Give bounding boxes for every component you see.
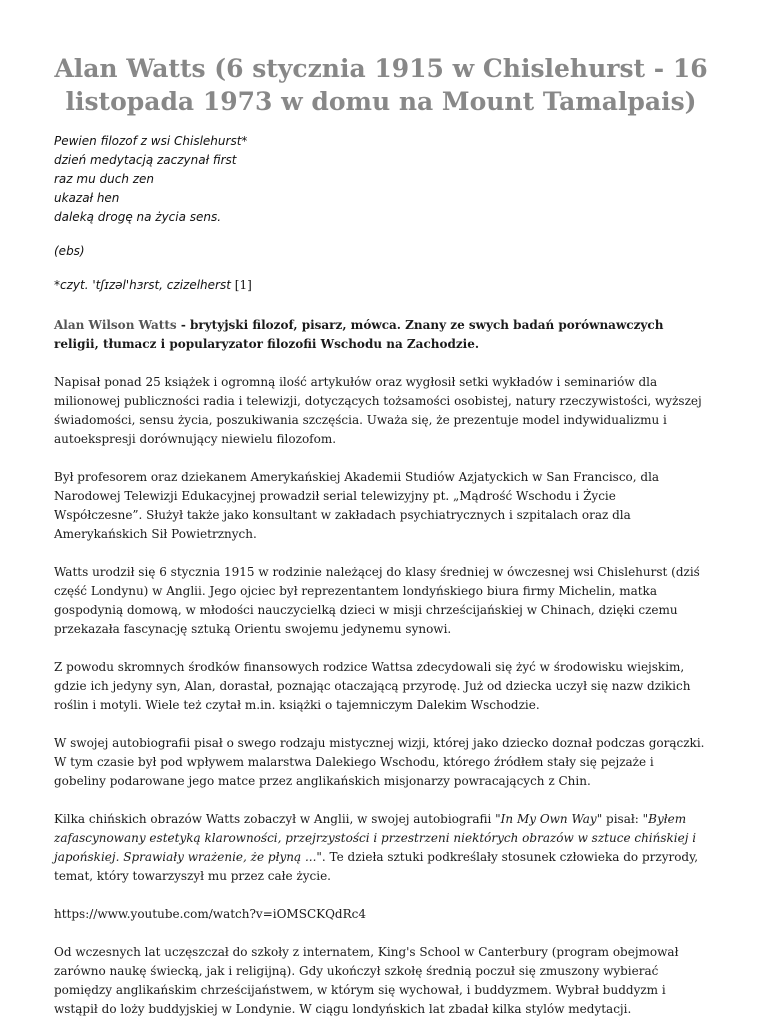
lead-name: Alan Wilson Watts [54, 318, 177, 332]
youtube-url[interactable]: https://www.youtube.com/watch?v=iOMSCKQdRc4 [54, 907, 366, 921]
poem-line: dzień medytacją zaczynał first [54, 153, 237, 167]
limerick-poem [54, 132, 708, 227]
quote-paragraph [54, 810, 708, 886]
pronunciation-text: *czyt. 'tʃɪzəl'hɜrst, czizelherst [54, 278, 231, 292]
poem-signature: (ebs) [54, 244, 85, 258]
body-paragraph: Był profesorem oraz dziekanem Amerykańskiej Akademii Studiów Azjatyckich w San Francisco, dla Narodowej Telewizji Edukacyjnej prowadził serial telewizyjny pt. „Mądrość Wschodu i Życie Współczesne”. Służył także jako konsultant w zakładach psychiatrycznych i szpitalach oraz dla Amerykańskich Sił Powietrznych. [54, 470, 660, 541]
pronunciation-note [54, 276, 708, 295]
body-paragraph: Z powodu skromnych środków finansowych rodzice Wattsa zdecydowali się żyć w środowisku wiejskim, gdzie ich jedyny syn, Alan, dorastał, poznając otaczającą przyrodę. Już od dziecka uczył się nazw dzikich roślin i motyli. Wiele też czytał m.in. książki o tajemniczym Dalekim Wschodzie. [54, 660, 691, 712]
poem-line: daleką drogę na życia sens. [54, 210, 222, 224]
autobiography-quote: Byłem zafascynowany estetyką klarowności, przejrzystości i przestrzeni niektórych obrazów w sztuce chińskiej i japońskiej. Sprawiały wrażenie, że płyną ... [54, 812, 697, 864]
body-paragraph: Napisał ponad 25 książek i ogromną ilość artykułów oraz wygłosił setki wykładów i seminariów dla milionowej publiczności radia i telewizji, dotyczących tożsamości osobistej, natury rzeczywistości, wyższej świadomości, sensu życia, poszukiwania szczęścia. Uważa się, że prezentuje model indywidualizmu i autoekspresji dorównujący niewielu filozofom. [54, 375, 702, 446]
poem-line: Pewien filozof z wsi Chislehurst* [54, 134, 248, 148]
footnote-reference[interactable]: [1] [234, 278, 252, 292]
book-title: In My Own Way [500, 812, 597, 826]
poem-line: raz mu duch zen [54, 172, 155, 186]
poem-line: ukazał hen [54, 191, 120, 205]
quote-paragraph-text: Kilka chińskich obrazów Watts zobaczył w Anglii, w swojej autobiografii " [54, 812, 501, 826]
body-paragraph: Od wczesnych lat uczęszczał do szkoły z internatem, King's School w Canterbury (program obejmował zarówno naukę świecką, jak i religijną). Gdy ukończył szkołę średnią poczuł się zmuszony wybierać pomiędzy anglikańskim chrześcijaństwem, w którym się wychował, i buddyzmem. Wybrał buddyzm i wstąpił do loży buddyjskiej w Londynie. W ciągu londyńskich lat zbadał kilka stylów medytacji. [54, 945, 679, 1016]
body-paragraph: W swojej autobiografii pisał o swego rodzaju mistycznej wizji, której jako dziecko doznał podczas gorączki. W tym czasie był pod wpływem malarstwa Dalekiego Wschodu, którego źródłem stały się pejzaże i gobeliny podarowane jego matce przez anglikańskich misjonarzy powracających z Chin. [54, 736, 705, 788]
quote-paragraph-text: " pisał: " [596, 812, 649, 826]
body-paragraph: Watts urodził się 6 stycznia 1915 w rodzinie należącej do klasy średniej w ówczesnej wsi Chislehurst (dziś część Londynu) w Anglii. Jego ojciec był reprezentantem londyńskiego biura firmy Michelin, matka gospodynią domową, w młodości nauczycielką dzieci w misji chrześcijańskiej w Chinach, dzięki czemu przekazała fascynację sztuką Orientu swojemu jedynemu synowi. [54, 565, 700, 636]
poem-signature-block [54, 242, 708, 261]
lead-paragraph [54, 316, 708, 354]
lead-text: - brytyjski filozof, pisarz, mówca. Znany ze swych badań porównawczych religii, tłumacz i popularyzator filozofii Wschodu na Zachodzie. [54, 318, 664, 351]
quote-paragraph-text: ". Te dzieła sztuki podkreślały stosunek człowieka do przyrody, temat, który towarzyszył mu przez całe życie. [54, 850, 699, 883]
page-title: Alan Watts (6 stycznia 1915 w Chislehurst - 16 listopada 1973 w domu na Mount Tamalpais) [54, 54, 708, 116]
